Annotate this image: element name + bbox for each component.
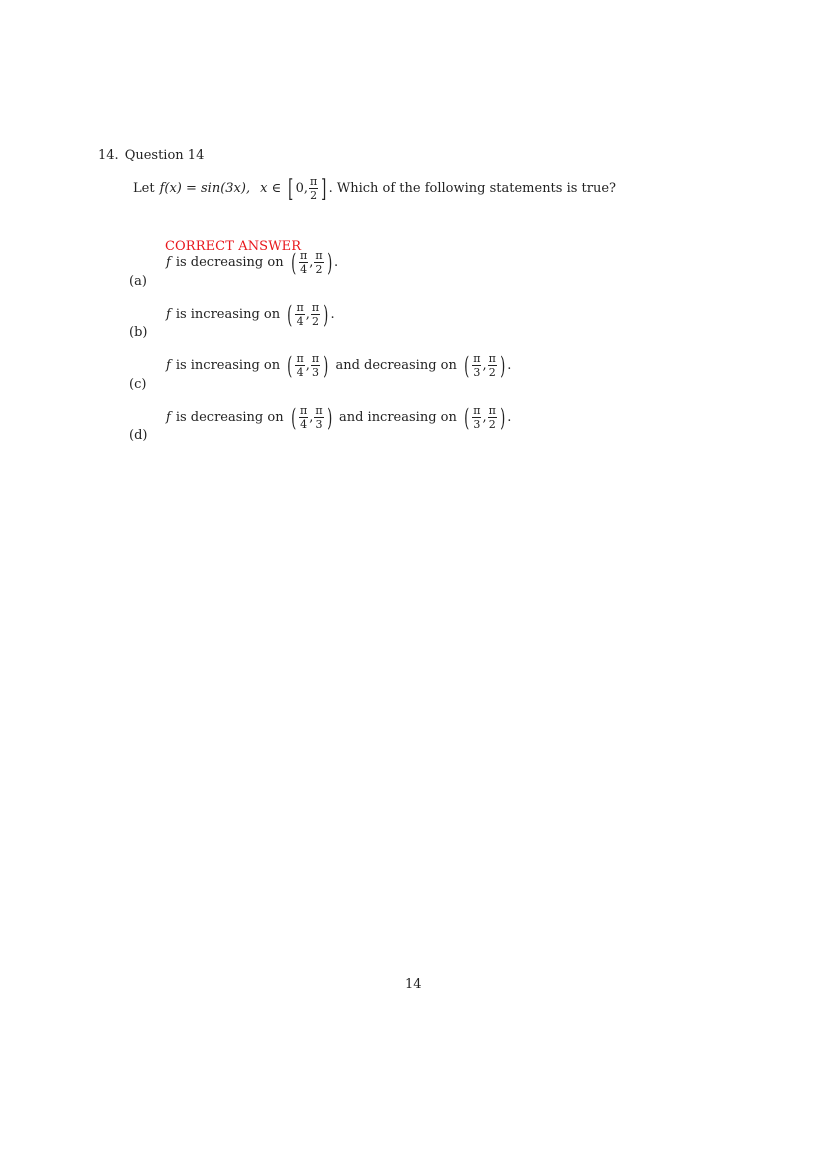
option-a-label: (a) [129, 274, 147, 289]
option-c-text: f is increasing on ( $\frac{\pi}{4}$ , $\frac{\pi}{3}$ ) and decreasing on ( $\frac{\pi}{3}$ , $\frac{\pi}{2}$ ) . [166, 351, 512, 380]
right-bracket: ] [321, 174, 327, 203]
option-d-text: f is decreasing on ( $\frac{\pi}{4}$ , $\frac{\pi}{3}$ ) and increasing on ( $\frac{\pi}{3}$ , $\frac{\pi}{2}$ ) . [166, 403, 512, 432]
stem-domain-var: x ∈ [260, 181, 282, 196]
option-a-text: f is decreasing on ( $\frac{\pi}{4}$ , $\frac{\pi}{2}$ ) . [166, 248, 339, 277]
question-title: Question 14 [124, 148, 205, 163]
option-b-text: f is increasing on ( $\frac{\pi}{4}$ , $\frac{\pi}{2}$ ) . [166, 300, 335, 329]
fraction-pi-over-2: $\frac{\pi}{2}$ [309, 175, 318, 202]
stem-tail: . Which of the following statements is true? [328, 181, 617, 196]
option-d-label: (d) [129, 428, 148, 443]
option-c-label: (c) [129, 377, 147, 392]
question-number: 14. [98, 148, 119, 163]
page-number: 14 [405, 977, 422, 992]
question-stem [133, 176, 616, 201]
correct-answer-marker: CORRECT ANSWER [165, 239, 302, 254]
left-bracket: [ [288, 174, 294, 203]
stem-let: Let [133, 181, 155, 196]
option-b-label: (b) [129, 325, 148, 340]
stem-function: f(x) = sin(3x), [159, 181, 251, 196]
interval-start: 0, [295, 181, 308, 196]
question-header [98, 148, 204, 163]
